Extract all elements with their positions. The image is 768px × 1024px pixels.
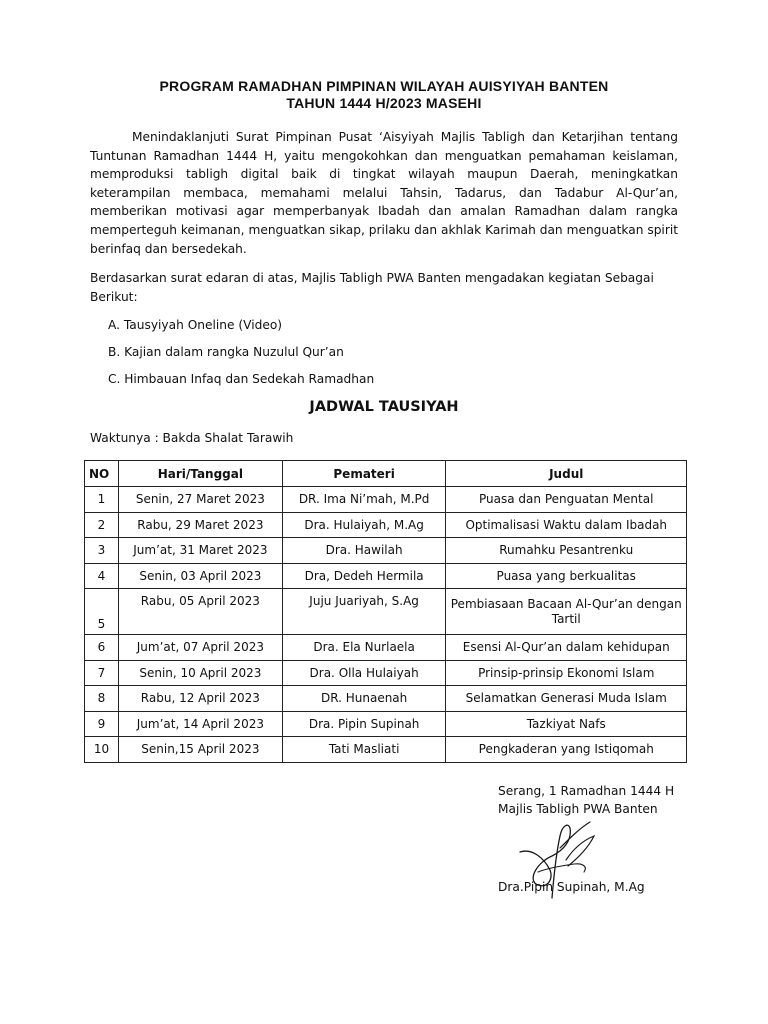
cell-no: 5 <box>85 589 119 635</box>
cell-no: 9 <box>85 711 119 737</box>
schedule-time-note: Waktunya : Bakda Shalat Tarawih <box>90 431 294 445</box>
signature-organization: Majlis Tabligh PWA Banten <box>498 802 658 816</box>
cell-no: 8 <box>85 686 119 712</box>
cell-no: 7 <box>85 660 119 686</box>
schedule-header-row <box>85 461 687 487</box>
signatory-name: Dra.Pipin Supinah, M.Ag <box>498 880 645 894</box>
cell-speaker: Dra. Hawilah <box>282 538 446 564</box>
cell-no: 3 <box>85 538 119 564</box>
cell-date: Jum’at, 14 April 2023 <box>118 711 282 737</box>
table-row <box>85 660 687 686</box>
cell-date: Senin, 03 April 2023 <box>118 563 282 589</box>
table-row <box>85 512 687 538</box>
document-subtitle: TAHUN 1444 H/2023 MASEHI <box>286 95 482 111</box>
column-header-speaker: Pemateri <box>282 461 446 487</box>
cell-date: Senin, 10 April 2023 <box>118 660 282 686</box>
cell-speaker: Dra. Olla Hulaiyah <box>282 660 446 686</box>
schedule-title: JADWAL TAUSIYAH <box>309 399 459 415</box>
cell-date: Rabu, 05 April 2023 <box>118 589 282 635</box>
cell-no: 10 <box>85 737 119 763</box>
cell-speaker: Dra, Dedeh Hermila <box>282 563 446 589</box>
cell-speaker: DR. Ima Ni’mah, M.Pd <box>282 487 446 513</box>
cell-title: Pengkaderan yang Istiqomah <box>446 737 687 763</box>
intro-paragraph: Menindaklanjuti Surat Pimpinan Pusat ‘Aisyiyah Majlis Tabligh dan Ketarjihan tentang Tuntunan Ramadhan 1444 H, yaitu mengokohkan dan menguatkan pemahaman keislaman, memproduksi tabligh digital baik di tingkat wilayah maupun Daerah, meningkatkan keterampilan membaca, memahami melalui Tahsin, Tadarus, dan Tadabur Al-Qur’an, memberikan motivasi agar memperbanyak Ibadah dan amalan Ramadhan dalam rangka memperteguh keimanan, menguatkan sikap, prilaku dan akhlak Karimah dan menguatkan spirit berinfaq dan bersedekah. <box>90 130 678 256</box>
activity-item: C. Himbauan Infaq dan Sedekah Ramadhan <box>108 372 375 386</box>
cell-date: Rabu, 12 April 2023 <box>118 686 282 712</box>
activity-item: B. Kajian dalam rangka Nuzulul Qur’an <box>108 345 344 359</box>
handwritten-signature <box>508 818 608 910</box>
cell-title: Puasa yang berkualitas <box>446 563 687 589</box>
document-title: PROGRAM RAMADHAN PIMPINAN WILAYAH AUISYIYAH BANTEN <box>159 78 609 94</box>
column-header-date: Hari/Tanggal <box>118 461 282 487</box>
cell-title: Tazkiyat Nafs <box>446 711 687 737</box>
cell-speaker: Dra. Ela Nurlaela <box>282 635 446 661</box>
cell-date: Jum’at, 07 April 2023 <box>118 635 282 661</box>
table-row <box>85 686 687 712</box>
cell-speaker: Tati Masliati <box>282 737 446 763</box>
table-row <box>85 711 687 737</box>
column-header-no: NO <box>85 461 119 487</box>
activities-intro-paragraph: Berdasarkan surat edaran di atas, Majlis Tabligh PWA Banten mengadakan kegiatan Sebagai Berikut: <box>90 271 654 304</box>
table-row <box>85 635 687 661</box>
table-row <box>85 737 687 763</box>
cell-no: 4 <box>85 563 119 589</box>
table-row <box>85 589 687 635</box>
table-row <box>85 538 687 564</box>
cell-date: Senin,15 April 2023 <box>118 737 282 763</box>
cell-title: Esensi Al-Qur’an dalam kehidupan <box>446 635 687 661</box>
column-header-title: Judul <box>446 461 687 487</box>
table-row <box>85 563 687 589</box>
cell-date: Jum’at, 31 Maret 2023 <box>118 538 282 564</box>
cell-title: Optimalisasi Waktu dalam Ibadah <box>446 512 687 538</box>
cell-speaker: Dra. Hulaiyah, M.Ag <box>282 512 446 538</box>
cell-date: Senin, 27 Maret 2023 <box>118 487 282 513</box>
cell-date: Rabu, 29 Maret 2023 <box>118 512 282 538</box>
cell-speaker: DR. Hunaenah <box>282 686 446 712</box>
activity-item: A. Tausyiyah Oneline (Video) <box>108 318 283 332</box>
cell-title: Puasa dan Penguatan Mental <box>446 487 687 513</box>
signature-place-date: Serang, 1 Ramadhan 1444 H <box>498 784 675 798</box>
table-row <box>85 487 687 513</box>
cell-title: Rumahku Pesantrenku <box>446 538 687 564</box>
cell-no: 1 <box>85 487 119 513</box>
cell-title: Pembiasaan Bacaan Al-Qur’an dengan Tartil <box>446 589 687 635</box>
schedule-table <box>84 460 687 763</box>
cell-no: 6 <box>85 635 119 661</box>
cell-speaker: Dra. Pipin Supinah <box>282 711 446 737</box>
cell-speaker: Juju Juariyah, S.Ag <box>282 589 446 635</box>
cell-title: Prinsip-prinsip Ekonomi Islam <box>446 660 687 686</box>
cell-title: Selamatkan Generasi Muda Islam <box>446 686 687 712</box>
cell-no: 2 <box>85 512 119 538</box>
